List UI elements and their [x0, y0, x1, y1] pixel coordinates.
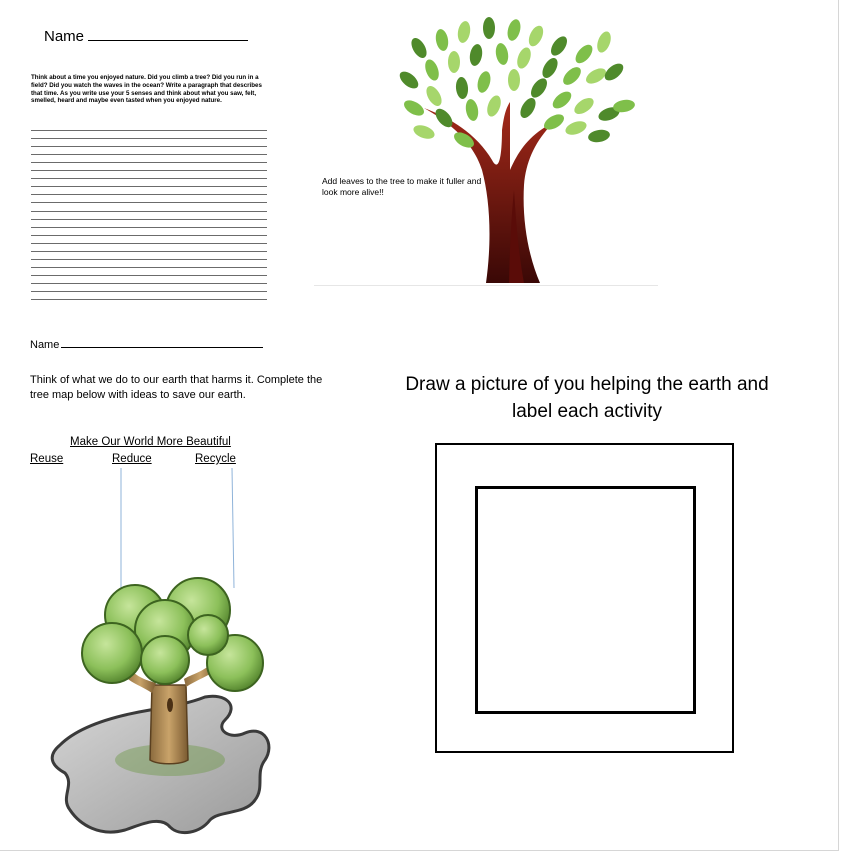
- earth-prompt: Think of what we do to our earth that harms it. Complete the tree map below with ideas to save our earth.: [30, 374, 323, 401]
- tree-leaf: [526, 23, 546, 48]
- tree-leaf: [448, 51, 460, 73]
- puzzle-tree-clipart: [40, 575, 285, 845]
- name-label: Name: [44, 28, 85, 45]
- tree-map-recycle: Recycle: [195, 453, 236, 465]
- tree-leaf: [560, 64, 584, 88]
- tree-leaf: [548, 34, 570, 59]
- tree-leaf: [455, 77, 469, 100]
- tree-leaf: [408, 35, 429, 60]
- tree-leaf: [550, 88, 575, 111]
- tree-illustration: [314, 10, 658, 285]
- tree-leaf: [434, 28, 450, 52]
- tree-leaf: [572, 95, 597, 117]
- tree-map-title: Make Our World More Beautiful: [70, 436, 231, 448]
- clipart-canopy: [82, 578, 263, 691]
- tree-leaf: [528, 76, 550, 101]
- tree-leaf: [564, 119, 589, 138]
- tree-leaf: [468, 43, 484, 67]
- name-line-2[interactable]: [61, 338, 263, 348]
- tree-leaf: [397, 68, 422, 91]
- tree-leaf: [539, 55, 560, 80]
- name-field-top[interactable]: [44, 28, 248, 45]
- tree-leaf: [412, 123, 437, 142]
- tree-leaf: [508, 69, 520, 91]
- tree-illustration-panel: [314, 10, 658, 286]
- nature-writing-prompt: Think about a time you enjoyed nature. Did you climb a tree? Did you run in a field? Did you watch the waves in the ocean? Write a paragraph that describes that time. As you write use your 5 senses and think about what you saw, felt, smelled, heard and maybe even tasted when you enjoyed nature.: [31, 74, 262, 105]
- tree-leaf: [515, 46, 534, 71]
- tree-leaf: [485, 94, 504, 119]
- tree-leaf: [505, 18, 522, 42]
- tree-leaf: [456, 20, 472, 44]
- writing-lines[interactable]: [31, 123, 267, 283]
- tree-leaf: [595, 30, 614, 55]
- tree-leaf: [401, 97, 426, 118]
- tree-leaf: [587, 128, 611, 144]
- tree-leaf: [423, 58, 442, 83]
- tree-leaf: [494, 42, 510, 66]
- tree-leaf: [483, 17, 495, 39]
- tree-map-reduce: Reduce: [112, 453, 152, 465]
- tree-caption: Add leaves to the tree to make it fuller and look more alive!!: [322, 176, 482, 197]
- name-field-bottom[interactable]: [30, 338, 263, 351]
- name-label-2: Name: [30, 339, 60, 351]
- drawing-area[interactable]: [475, 486, 696, 714]
- tree-leaf: [475, 70, 492, 94]
- tree-leaf: [572, 42, 595, 67]
- tree-leaves: [397, 17, 636, 151]
- name-line[interactable]: [88, 28, 248, 41]
- tree-leaf: [517, 95, 538, 120]
- tree-map-reuse: Reuse: [30, 453, 64, 465]
- tree-leaf: [423, 83, 444, 108]
- tree-leaf: [464, 98, 480, 122]
- drawing-activity-title: Draw a picture of you helping the earth and label each activity: [405, 374, 769, 422]
